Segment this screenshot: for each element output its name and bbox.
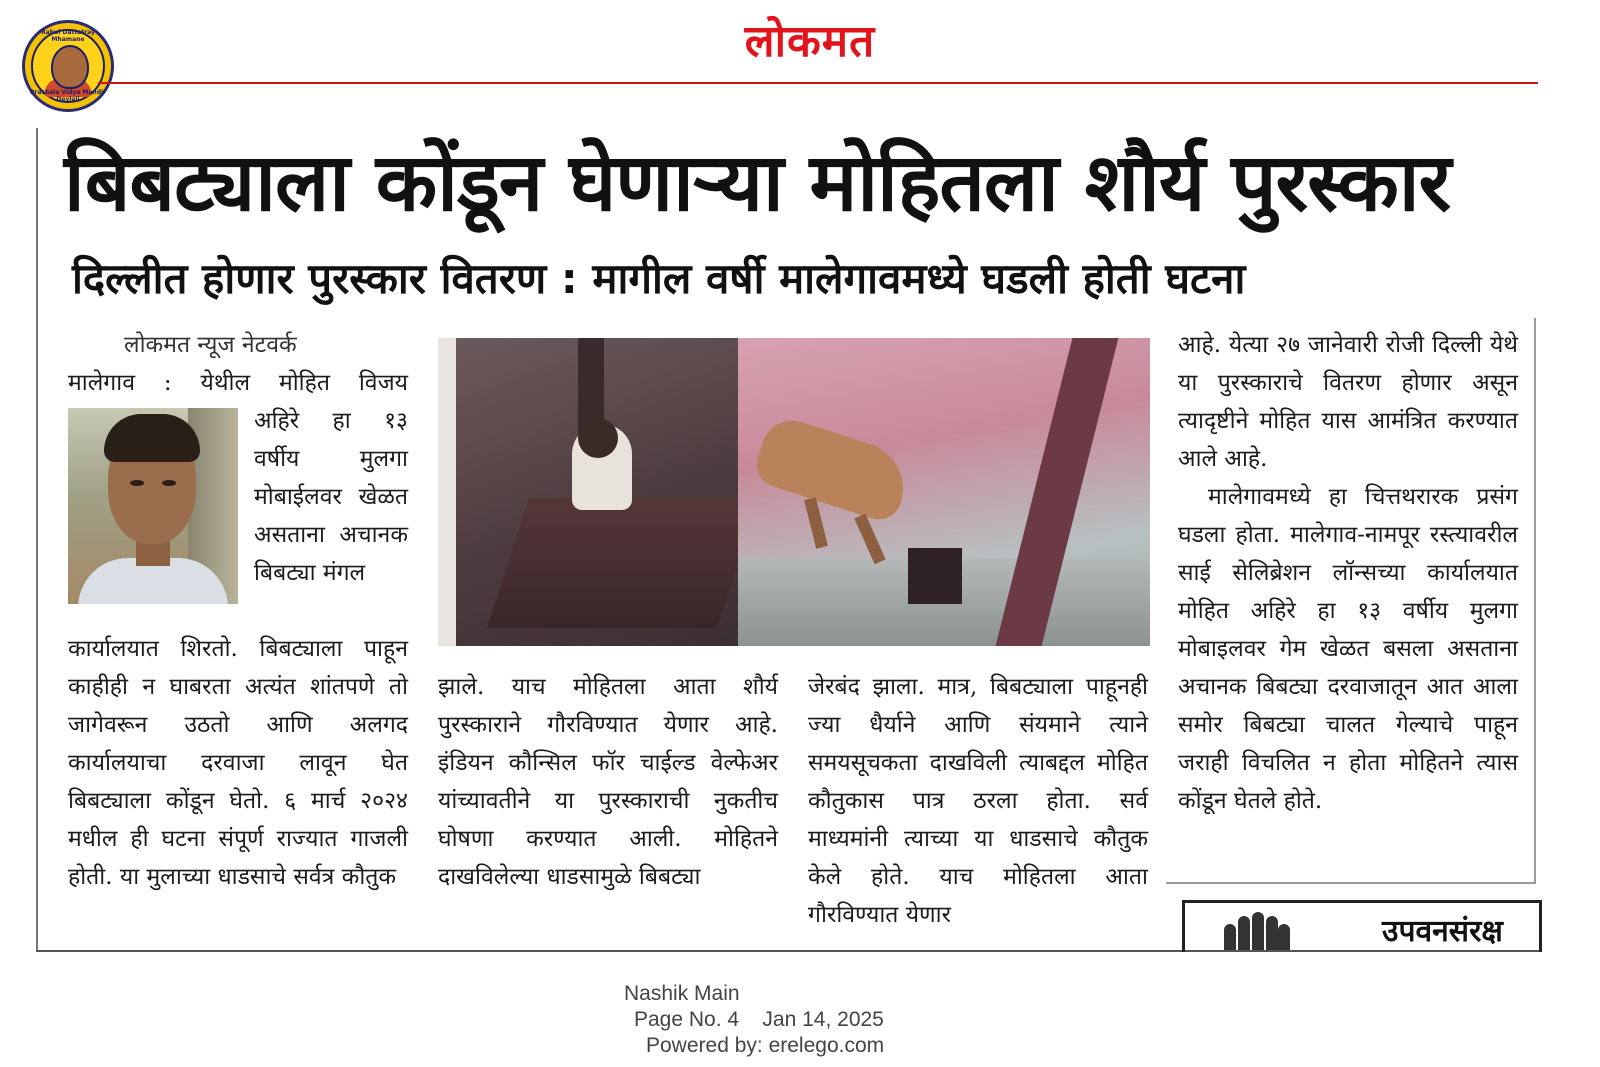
emblem-part xyxy=(1266,916,1278,950)
column-1-paragraph: कार्यालयात शिरतो. बिबट्याला पाहून काहीही न घाबरता अत्यंत शांतपणे तो जागेवरून उठतो आणि अलगद कार्यालयाचा दरवाजा लावून घेत बिबट्याला कोंडून घेतो. ६ मार्च २०२४ मधील ही घटना संपूर्ण राज्यात गाजली होती. या मुलाच्या धाडसाचे सर्वत्र कौतुक xyxy=(68,636,408,890)
column-4-body xyxy=(1178,326,1518,820)
emblem-part xyxy=(1224,924,1236,950)
frame-left-rule xyxy=(36,128,38,950)
column-4-paragraph-1: आहे. येत्या २७ जानेवारी रोजी दिल्ली येथे या पुरस्काराचे वितरण होणार असून त्यादृष्टीने मोहित यास आमंत्रित करण्यात आले आहे. xyxy=(1178,332,1518,472)
profile-badge xyxy=(22,20,114,112)
article-subheadline: दिल्लीत होणार पुरस्कार वितरण : मागील वर्षी मालेगावमध्ये घडली होती घटना xyxy=(72,254,1246,303)
badge-name: Rahul Dattatray Mhamane xyxy=(41,29,95,43)
photo-wall-edge xyxy=(438,338,456,646)
column-3-paragraph: जेरबंद झाला. मात्र, बिबट्याला पाहूनही ज्या धैर्याने आणि संयमाने त्याने समयसूचकता दाखविली त्याबद्दल मोहित कौतुकास पात्र ठरला होता. सर्व माध्यमांनी त्याच्या या धाडसाचे कौतुक केले होते. याच मोहितला आता गौरविण्यात येणार xyxy=(808,674,1148,928)
footer-powered-by: Powered by: erelego.com xyxy=(646,1034,885,1057)
column-2-paragraph: झाले. याच मोहितला आता शौर्य पुरस्काराने गौरविण्यात येणार आहे. इंडियन कौन्सिल फॉर चाईल्ड वेल्फेअर यांच्यावतीने या पुरस्काराची नुकतीच घोषणा करण्यात आली. मोहितने दाखविलेल्या धाडसामुळे बिबट्या xyxy=(438,674,778,890)
photo-boy-head xyxy=(578,418,618,458)
article-headline: बिबट्याला कोंडून घेणाऱ्या मोहितला शौर्य पुरस्कार xyxy=(64,136,1451,229)
portrait-eye-left xyxy=(130,480,144,486)
column-1-dateline-text: मालेगाव : येथील मोहित विजय xyxy=(68,370,408,396)
badge-institution: Prashala Vidya Mandir Devlali xyxy=(29,89,107,103)
column-1-side-text xyxy=(254,402,408,592)
photo-desk xyxy=(487,498,759,628)
emblem-part xyxy=(1238,916,1250,950)
notice-outer-rule xyxy=(1166,882,1536,884)
column-2-body xyxy=(438,668,778,896)
emblem-part xyxy=(1278,924,1290,950)
column-1-side-paragraph: अहिरे हा १३ वर्षीय मुलगा मोबाईलवर खेळत असताना अचानक बिबट्या मंगल xyxy=(254,408,408,586)
newspaper-logo: लोकमत xyxy=(744,16,876,67)
footer-page-line xyxy=(634,1007,884,1033)
column-4-paragraph-2: मालेगावमध्ये हा चित्तथरारक प्रसंग घडला होता. मालेगाव-नामपूर रस्त्यावरील साई सेलिब्रेशन लॉन्सच्या कार्यालयात मोहित अहिरे हा १३ वर्षीय मुलगा मोबाइलवर गेम खेळत बसला असताना अचानक बिबट्या दरवाजातून आत आला समोर बिबट्या चालत गेल्याचे पाहून जराही विचलित न होता मोहितने त्यास कोंडून घेतले होते. xyxy=(1178,484,1518,814)
emblem-part xyxy=(1252,912,1264,950)
footer-page-number: Page No. 4 xyxy=(634,1008,740,1031)
state-emblem-icon xyxy=(1220,908,1290,950)
notice-heading: उपवनसंरक्ष xyxy=(1382,914,1503,949)
boy-portrait-photo xyxy=(68,408,238,604)
portrait-eye-right xyxy=(162,480,176,486)
column-1-body xyxy=(68,630,408,896)
footer-edition: Nashik Main xyxy=(624,982,740,1005)
column-1-dateline xyxy=(68,364,408,402)
badge-portrait-face xyxy=(51,45,89,89)
masthead-rule xyxy=(98,82,1538,84)
photo-chair xyxy=(908,548,962,604)
column-3-body xyxy=(808,668,1148,934)
cctv-leopard-photo xyxy=(438,338,1150,646)
footer-date: Jan 14, 2025 xyxy=(762,1008,884,1031)
article-byline: लोकमत न्यूज नेटवर्क xyxy=(124,332,297,358)
frame-right-rule xyxy=(1534,318,1536,882)
portrait-hair xyxy=(104,414,200,462)
